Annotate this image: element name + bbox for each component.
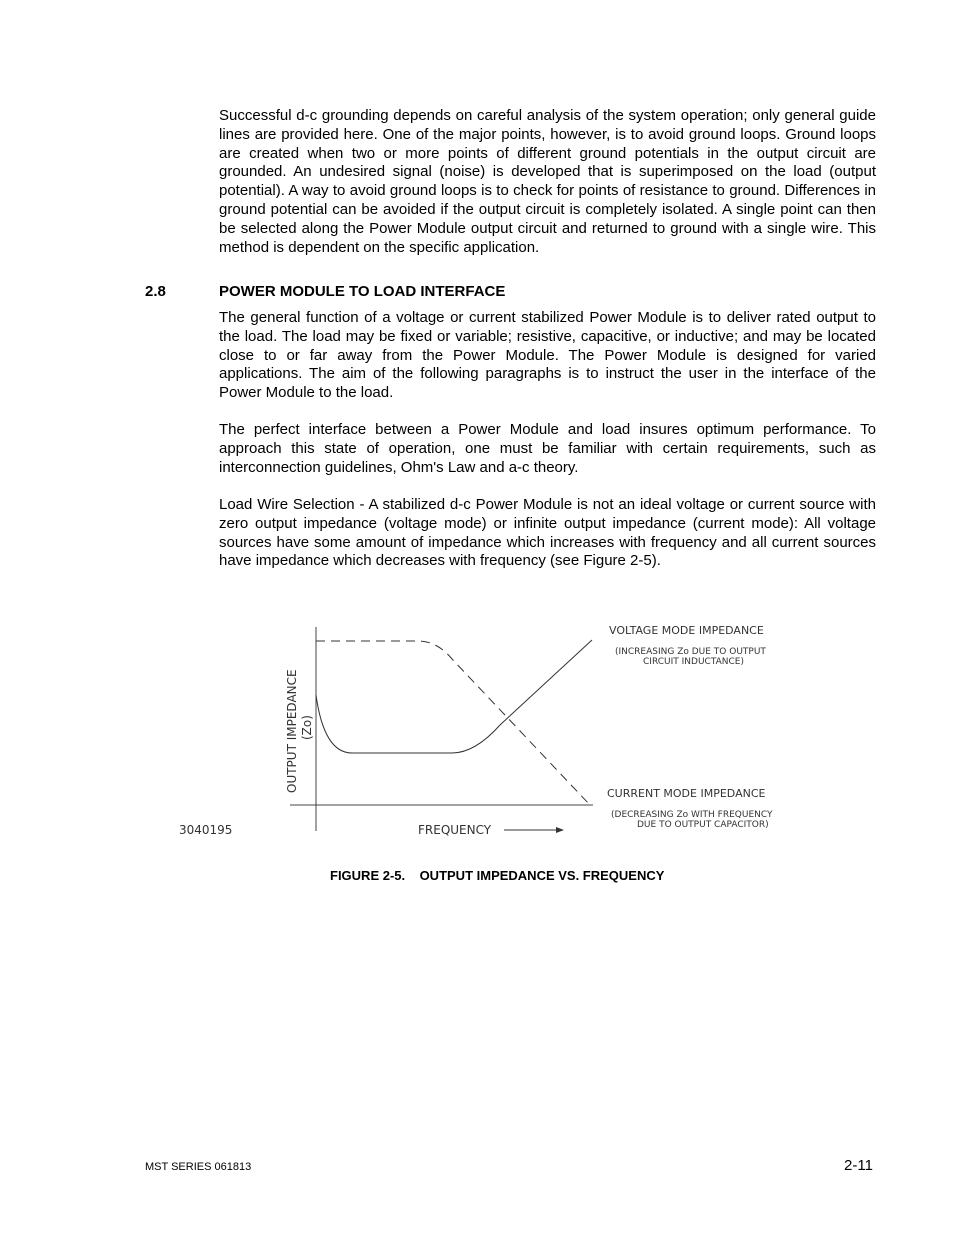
- section-title: POWER MODULE TO LOAD INTERFACE: [219, 283, 506, 300]
- figure-id: 3040195: [179, 823, 233, 837]
- paragraph-general-function: The general function of a voltage or current stabilized Power Module is to deliver rated output to the load. The load may be fixed or variable; resistive, capacitive, or inductive; and may be located close to or far away from the Power Module. The Power Module is designed for varied applications. The aim of the following paragraphs is to instruct the user in the interface of the Power Module to the load.: [219, 309, 876, 402]
- paragraph-load-wire-selection: Load Wire Selection - A stabilized d-c Power Module is not an ideal voltage or current source with zero output impedance (voltage mode) or infinite output impedance (current mode): All voltage sources have some amount of impedance which increases with frequency and all current sources have impedance which decreases with frequency (see Figure 2-5).: [219, 496, 876, 570]
- voltage-mode-label: VOLTAGE MODE IMPEDANCE: [609, 624, 764, 637]
- current-mode-note-1: (DECREASING Zo WITH FREQUENCY: [611, 810, 773, 820]
- impedance-figure: [170, 615, 790, 845]
- footer-doc-id: MST SERIES 061813: [145, 1161, 252, 1173]
- voltage-mode-note-2: CIRCUIT INDUCTANCE): [643, 657, 744, 667]
- section-number: 2.8: [145, 283, 166, 300]
- page-number: 2-11: [844, 1157, 873, 1174]
- x-axis-arrow-icon: [556, 827, 564, 833]
- figure-caption: FIGURE 2-5. OUTPUT IMPEDANCE VS. FREQUENCY: [330, 868, 665, 883]
- current-mode-curve: [316, 641, 590, 805]
- current-mode-label: CURRENT MODE IMPEDANCE: [607, 787, 766, 800]
- paragraph-perfect-interface: The perfect interface between a Power Module and load insures optimum performance. To approach this state of operation, one must be familiar with certain requirements, such as interconnection guidelines, Ohm's Law and a-c theory.: [219, 421, 876, 476]
- voltage-mode-note-1: (INCREASING Zo DUE TO OUTPUT: [615, 647, 766, 657]
- y-axis-label: OUTPUT IMPEDANCE: [285, 669, 299, 793]
- current-mode-note-2: DUE TO OUTPUT CAPACITOR): [637, 820, 769, 830]
- voltage-mode-curve: [316, 640, 592, 753]
- x-axis-label: FREQUENCY: [418, 823, 492, 837]
- paragraph-grounding: Successful d-c grounding depends on careful analysis of the system operation; only general guide lines are provided here. One of the major points, however, is to avoid ground loops. Ground loops are created when two or more points of different ground potentials in the output circuit are grounded. An undesired signal (noise) is developed that is superimposed on the load (output potential). A way to avoid ground loops is to check for points of resistance to ground. Differences in ground potential can be avoided if the output circuit is completely isolated. A single point can then be selected along the Power Module output circuit and returned to ground with a single wire. This method is dependent on the specific application.: [219, 107, 876, 256]
- y-axis-unit: (Zo): [300, 715, 314, 740]
